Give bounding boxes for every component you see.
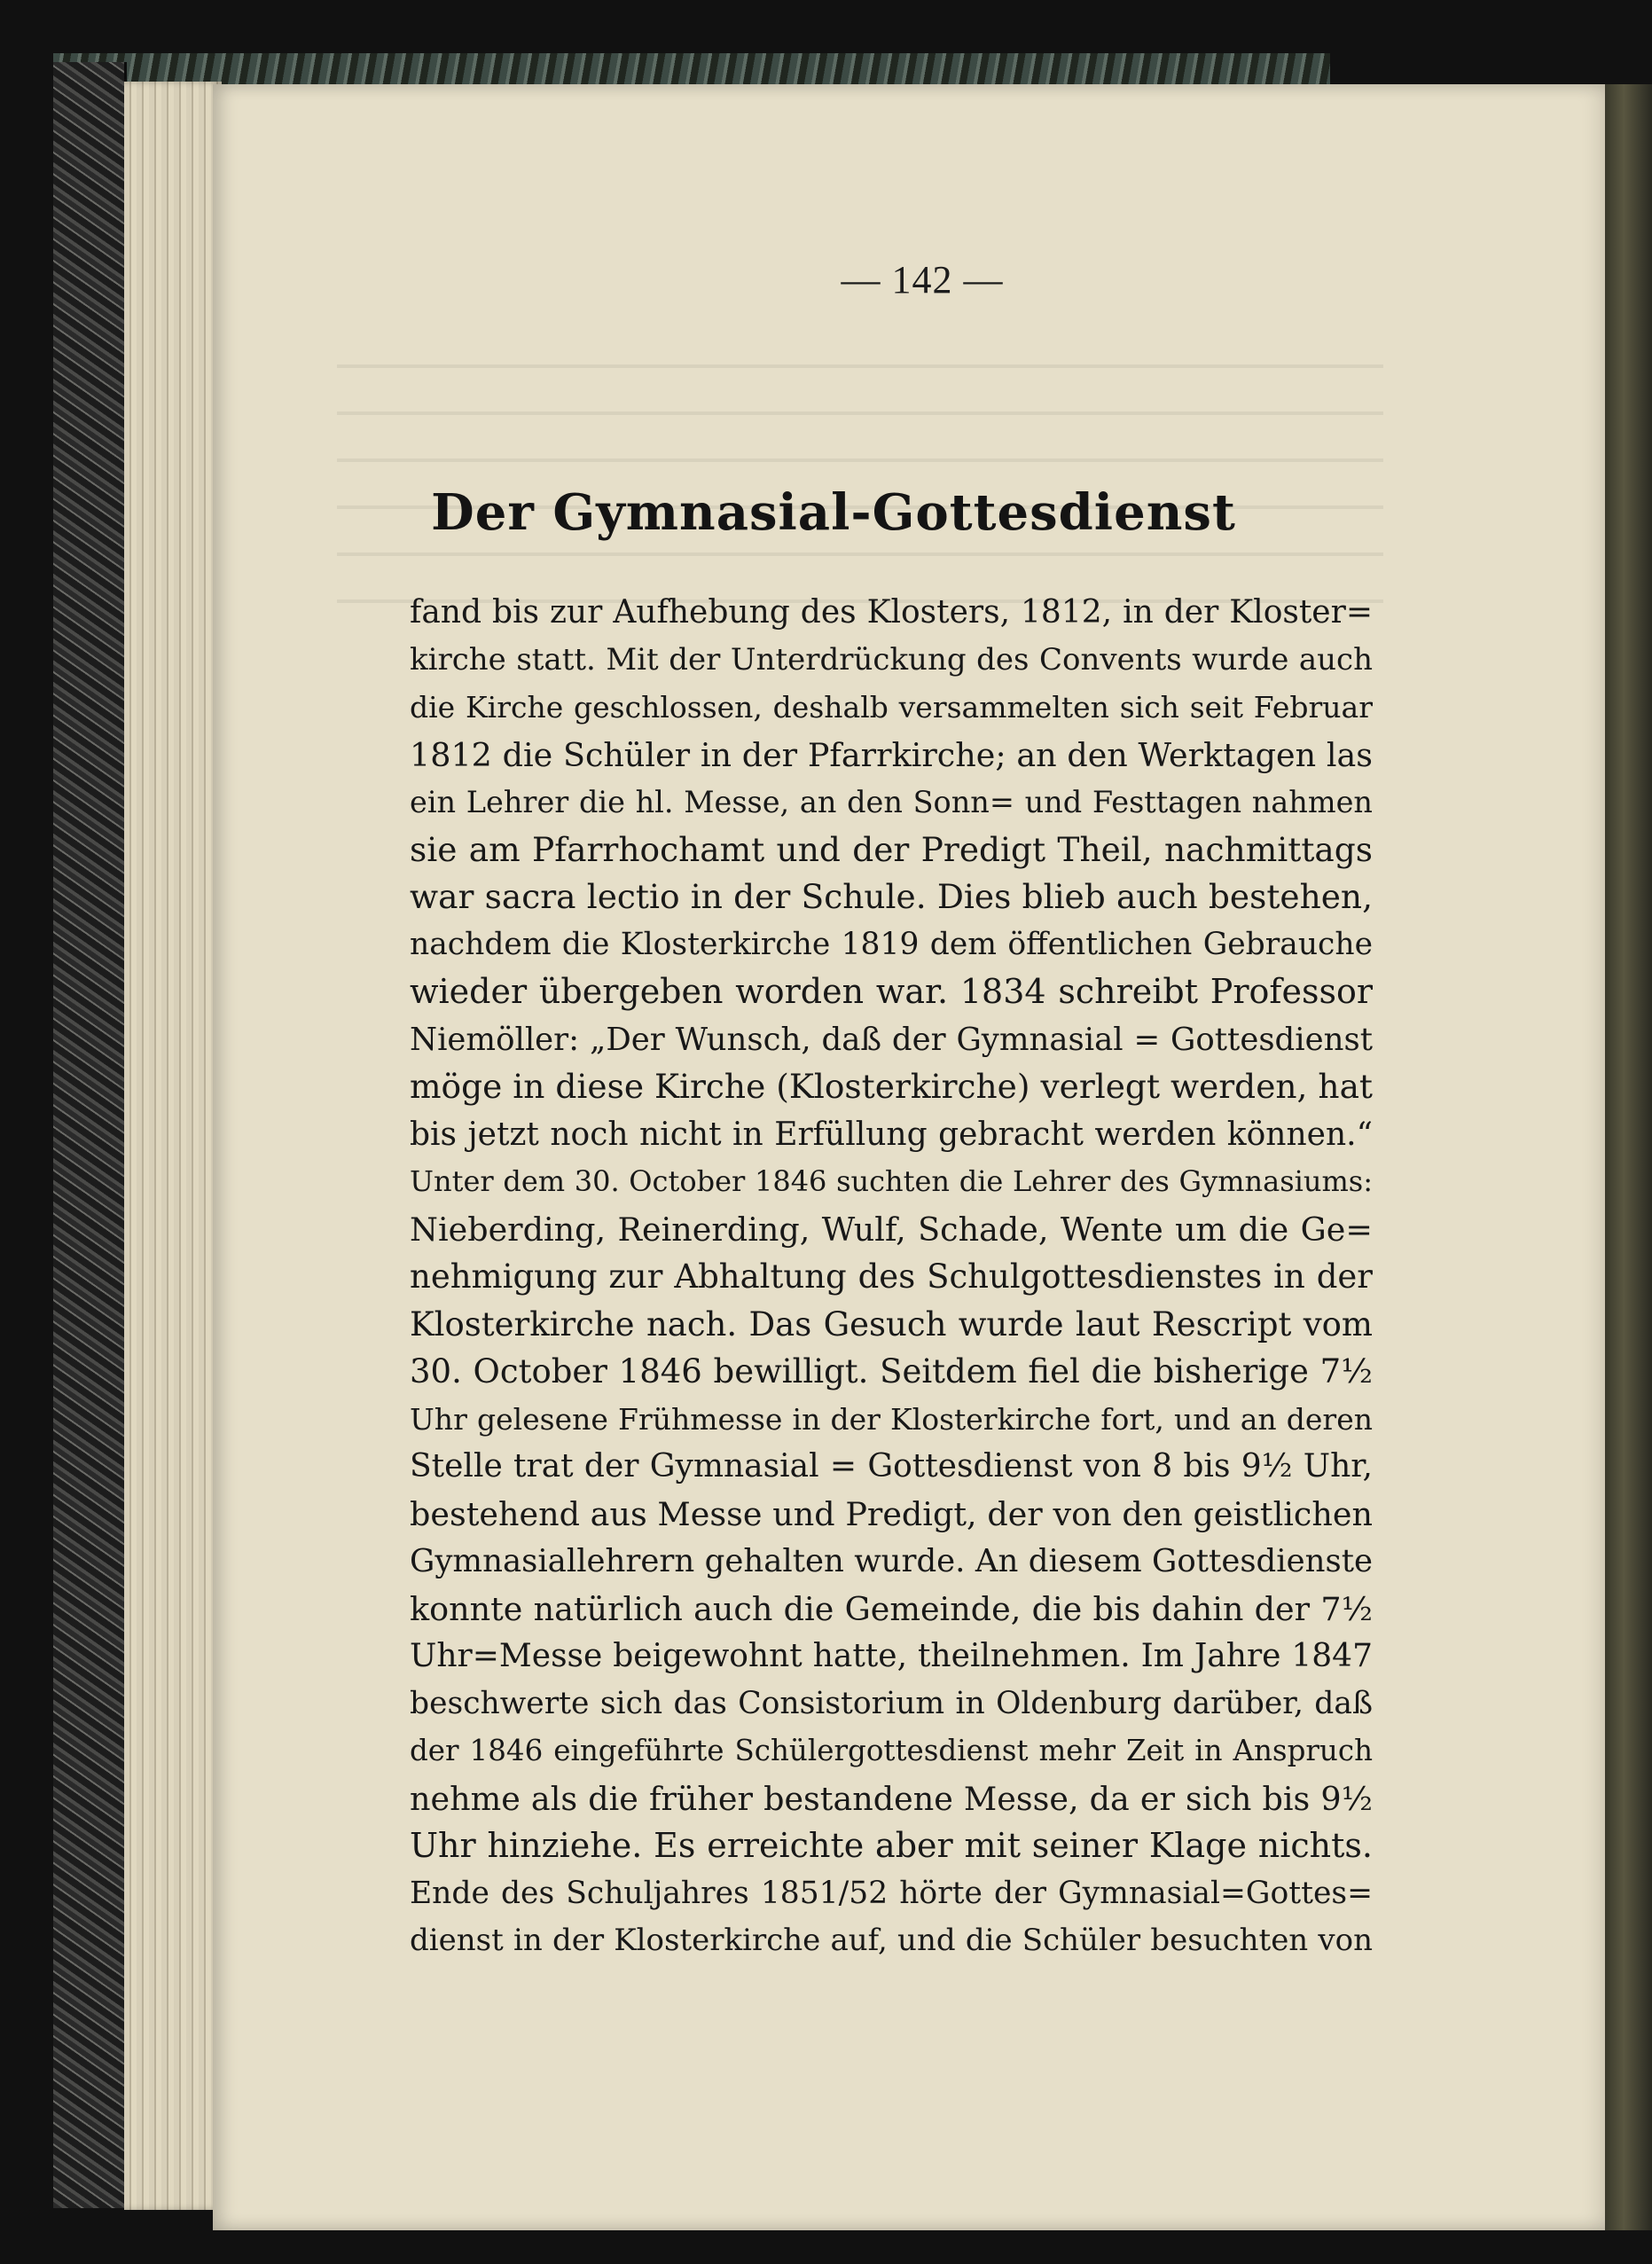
text-line: Uhr=Messe beigewohnt hatte, theilnehmen. Im Jahre 1847 <box>410 1638 1373 1674</box>
text-line: wieder übergeben worden war. 1834 schreibt Professor <box>410 972 1373 1011</box>
text-line: ein Lehrer die hl. Messe, an den Sonn= und Festtagen nahmen <box>410 785 1373 819</box>
text-line: sie am Pfarrhochamt und der Predigt Theil, nachmittags <box>410 829 1373 869</box>
text-line: der 1846 eingeführte Schülergottesdienst mehr Zeit in Anspruch <box>410 1734 1373 1767</box>
text-line: Ende des Schuljahres 1851/52 hörte der Gymnasial=Gottes= <box>410 1875 1373 1911</box>
text-line: Stelle trat der Gymnasial = Gottesdienst von 8 bis 9½ Uhr, <box>410 1448 1373 1485</box>
page-number: — 142 — <box>841 258 1004 302</box>
text-line: 30. October 1846 bewilligt. Seitdem fiel die bisherige 7½ <box>410 1352 1373 1391</box>
text-line: Uhr hinziehe. Es erreichte aber mit seiner Klage nichts. <box>410 1826 1373 1865</box>
text-line: Nieberding, Reinerding, Wulf, Schade, Wente um die Ge= <box>410 1210 1373 1249</box>
book-binding-right <box>1605 84 1652 2230</box>
text-line: die Kirche geschlossen, deshalb versammelten sich seit Februar <box>410 690 1373 725</box>
text-line: Uhr gelesene Frühmesse in der Klosterkirche fort, und an deren <box>410 1401 1373 1437</box>
text-line: war sacra lectio in der Schule. Dies blieb auch bestehen, <box>410 877 1373 916</box>
text-line: nehmigung zur Abhaltung des Schulgottesdienstes in der <box>410 1257 1373 1296</box>
page-edges <box>124 82 222 2210</box>
text-line: Gymnasiallehrern gehalten wurde. An diesem Gottesdienste <box>410 1543 1373 1579</box>
book-cover-marbled <box>53 62 127 2208</box>
text-line: nehme als die früher bestandene Messe, da er sich bis 9½ <box>410 1779 1373 1818</box>
book-cover-top <box>53 53 1330 89</box>
text-line: konnte natürlich auch die Gemeinde, die bis dahin der 7½ <box>410 1589 1373 1628</box>
text-line: Niemöller: „Der Wunsch, daß der Gymnasial = Gottesdienst <box>410 1021 1373 1058</box>
text-line: beschwerte sich das Consistorium in Oldenburg darüber, daß <box>410 1685 1373 1721</box>
section-heading: Der Gymnasial-Gottesdienst <box>431 483 1236 542</box>
text-line: möge in diese Kirche (Klosterkirche) verlegt werden, hat <box>410 1067 1373 1106</box>
text-line: dienst in der Klosterkirche auf, und die Schüler besuchten von <box>410 1923 1373 1958</box>
body-text <box>410 589 1373 1965</box>
text-line: 1812 die Schüler in der Pfarrkirche; an den Werktagen las <box>410 735 1373 774</box>
text-line: fand bis zur Aufhebung des Klosters, 1812, in der Kloster= <box>410 594 1373 631</box>
text-line: kirche statt. Mit der Unterdrückung des Convents wurde auch <box>410 641 1373 678</box>
text-line: bestehend aus Messe und Predigt, der von den geistlichen <box>410 1494 1373 1533</box>
text-line: nachdem die Klosterkirche 1819 dem öffentlichen Gebrauche <box>410 926 1373 962</box>
text-line: bis jetzt noch nicht in Erfüllung gebracht werden können.“ <box>410 1116 1373 1153</box>
text-line: Unter dem 30. October 1846 suchten die Lehrer des Gymnasiums: <box>410 1164 1373 1198</box>
text-line: Klosterkirche nach. Das Gesuch wurde laut Rescript vom <box>410 1304 1373 1344</box>
